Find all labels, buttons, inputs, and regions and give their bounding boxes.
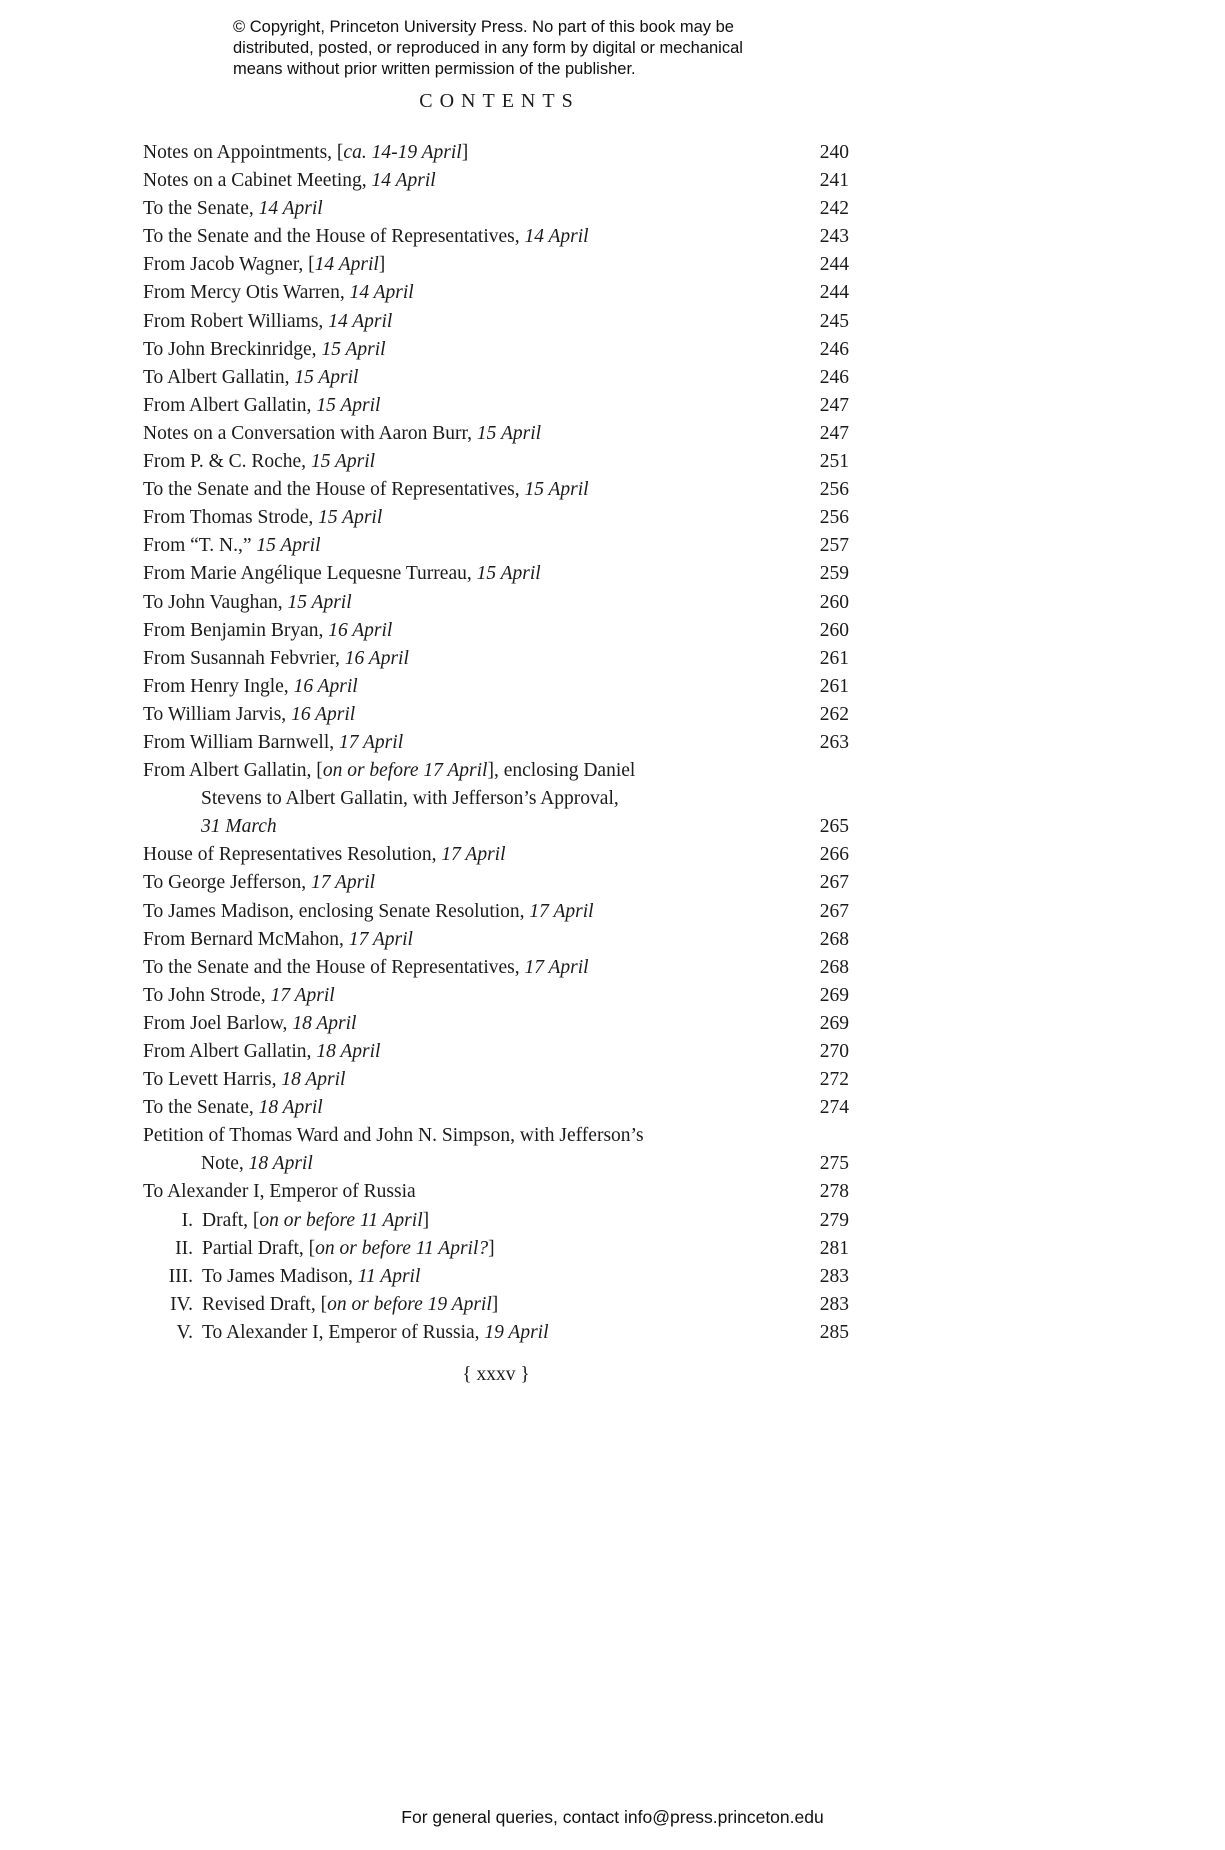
toc-entry-line <box>143 195 849 223</box>
toc-entry-line <box>143 1263 849 1291</box>
toc-entry-line <box>143 982 849 1010</box>
entry-text: From Albert Gallatin, 18 April <box>143 1041 381 1062</box>
entry-text: Revised Draft, [on or before 19 April] <box>202 1293 499 1315</box>
entry-text: To William Jarvis, 16 April <box>143 703 356 725</box>
toc-entry-line <box>143 589 849 617</box>
entry-text: To John Vaughan, 15 April <box>143 591 352 613</box>
entry-text: From Mercy Otis Warren, 14 April <box>143 282 414 304</box>
entry-page-number: 259 <box>819 563 849 585</box>
toc-entry-line <box>143 504 849 532</box>
entry-text: From P. & C. Roche, 15 April <box>143 451 376 473</box>
toc-entry-line <box>143 1150 849 1178</box>
copyright-line-1: © Copyright, Princeton University Press. No part of this book may be <box>233 18 734 36</box>
entry-page-number: 261 <box>819 647 849 669</box>
entry-page-number: 243 <box>819 226 849 248</box>
contents-title: CONTENTS <box>419 90 580 112</box>
toc-entry-line <box>143 1066 849 1094</box>
entry-page-number: 261 <box>819 675 849 697</box>
entry-page-number: 240 <box>819 142 849 163</box>
entry-text: To Alexander I, Emperor of Russia <box>143 1181 416 1203</box>
entry-page-number: 272 <box>819 1069 849 1091</box>
entry-page-number: 274 <box>819 1097 849 1119</box>
toc-entry-line <box>143 926 849 954</box>
entry-text: From Joel Barlow, 18 April <box>143 1012 357 1034</box>
entry-text: From Henry Ingle, 16 April <box>143 675 358 697</box>
entry-text: From Susannah Febvrier, 16 April <box>143 647 409 669</box>
entry-text: To John Strode, 17 April <box>143 984 335 1006</box>
entry-page-number: 267 <box>819 872 849 894</box>
toc-entry-line <box>143 476 849 504</box>
entry-text: House of Representatives Resolution, 17 April <box>143 844 506 866</box>
footer-contact-line: For general queries, contact info@press.princeton.edu <box>401 1807 824 1827</box>
entry-text: To George Jefferson, 17 April <box>143 872 376 894</box>
toc-entry-line <box>143 729 849 757</box>
toc-entry-line <box>143 1094 849 1122</box>
entry-text: To the Senate, 14 April <box>143 198 323 220</box>
copyright-notice <box>233 17 743 80</box>
entry-page-number: 247 <box>819 394 849 416</box>
toc-entry-line <box>143 954 849 982</box>
entry-page-number: 251 <box>819 451 849 473</box>
entry-text: Draft, [on or before 11 April] <box>202 1209 430 1231</box>
entry-page-number: 257 <box>819 535 849 557</box>
entry-page-number: 244 <box>819 254 849 276</box>
entry-page-number: 256 <box>819 507 849 529</box>
entry-text: To the Senate and the House of Representatives, 17 April <box>143 956 589 978</box>
toc-entry-line <box>143 757 849 785</box>
entry-text: Notes on Appointments, [ca. 14-19 April] <box>143 142 469 163</box>
toc-entry-line <box>143 223 849 251</box>
toc-entry-line <box>143 308 849 336</box>
toc-entry-line <box>143 448 849 476</box>
toc-entry-line <box>143 1122 849 1150</box>
entry-numeral: II. <box>175 1237 193 1259</box>
toc-entry-line <box>143 279 849 307</box>
entry-page-number: 267 <box>819 900 849 922</box>
entry-text: To John Breckinridge, 15 April <box>143 338 386 360</box>
toc-entry-line <box>143 336 849 364</box>
entry-text: To Albert Gallatin, 15 April <box>143 366 359 388</box>
entry-page-number: 283 <box>819 1265 849 1287</box>
entry-page-number: 246 <box>819 366 849 388</box>
entry-text: From Benjamin Bryan, 16 April <box>143 619 393 641</box>
toc-entry-line <box>143 673 849 701</box>
entry-page-number: 262 <box>819 703 849 725</box>
entry-numeral: V. <box>176 1321 193 1343</box>
entry-page-number: 283 <box>819 1293 849 1315</box>
toc-entry-line <box>143 167 849 195</box>
entry-numeral: IV. <box>170 1293 193 1315</box>
toc-entry-line <box>143 617 849 645</box>
toc-entry-line <box>143 532 849 560</box>
entry-page-number: 260 <box>819 591 849 613</box>
entry-page-number: 246 <box>819 338 849 360</box>
entry-text: From Albert Gallatin, 15 April <box>143 394 381 416</box>
entry-page-number: 256 <box>819 479 849 501</box>
entry-text: From William Barnwell, 17 April <box>143 731 404 753</box>
entry-text: To the Senate and the House of Representatives, 15 April <box>143 479 589 501</box>
entry-text: To the Senate, 18 April <box>143 1097 323 1119</box>
toc-entry-line <box>143 560 849 588</box>
toc-entry-line <box>143 645 849 673</box>
entry-page-number: 269 <box>819 984 849 1006</box>
entry-text: To Alexander I, Emperor of Russia, 19 April <box>202 1321 549 1343</box>
entry-page-number: 281 <box>819 1237 849 1259</box>
entry-text: From “T. N.,” 15 April <box>143 535 321 557</box>
entry-text: Petition of Thomas Ward and John N. Simpson, with Jefferson’s <box>143 1125 644 1147</box>
entry-text: Notes on a Cabinet Meeting, 14 April <box>143 170 436 192</box>
entry-text: Partial Draft, [on or before 11 April?] <box>202 1237 495 1259</box>
toc-entry-line <box>143 1291 849 1319</box>
toc-entry-line <box>143 364 849 392</box>
entry-text: To Levett Harris, 18 April <box>143 1069 346 1091</box>
toc-entry-line <box>143 251 849 279</box>
toc-entry-line <box>143 1010 849 1038</box>
entry-page-number: 247 <box>819 422 849 444</box>
entry-text: From Bernard McMahon, 17 April <box>143 928 413 950</box>
toc-entry-line <box>143 420 849 448</box>
toc-entry-line <box>143 1178 849 1206</box>
entry-page-number: 265 <box>819 816 849 838</box>
entry-page-number: 245 <box>819 310 849 332</box>
entry-page-number: 278 <box>819 1181 849 1203</box>
toc-entry-line <box>143 139 849 167</box>
entry-text: Notes on a Conversation with Aaron Burr, 15 April <box>143 422 542 444</box>
entry-text: From Robert Williams, 14 April <box>143 310 393 332</box>
entry-page-number: 241 <box>819 170 849 192</box>
entry-page-number: 268 <box>819 928 849 950</box>
entry-page-number: 275 <box>819 1153 849 1175</box>
entry-text: From Marie Angélique Lequesne Turreau, 15 April <box>143 563 541 585</box>
entry-page-number: 263 <box>819 731 849 753</box>
toc-entry-line <box>143 898 849 926</box>
entry-numeral: I. <box>181 1209 193 1231</box>
entry-page-number: 269 <box>819 1012 849 1034</box>
toc-entry-line <box>143 785 849 813</box>
copyright-line-2: distributed, posted, or reproduced in any form by digital or mechanical <box>233 39 743 57</box>
toc-entry-line <box>143 1038 849 1066</box>
entry-numeral: III. <box>168 1265 193 1287</box>
toc-entry-line <box>143 813 849 841</box>
entry-text: 31 March <box>201 816 277 838</box>
toc-list <box>143 139 849 1347</box>
entry-page-number: 270 <box>819 1041 849 1062</box>
entry-text: To James Madison, enclosing Senate Resolution, 17 April <box>143 900 594 922</box>
entry-text: Note, 18 April <box>201 1153 313 1175</box>
toc-entry-line <box>143 701 849 729</box>
entry-page-number: 279 <box>819 1209 849 1231</box>
entry-text: Stevens to Albert Gallatin, with Jefferson’s Approval, <box>201 788 619 810</box>
entry-text: From Jacob Wagner, [14 April] <box>143 254 386 276</box>
entry-text: To the Senate and the House of Representatives, 14 April <box>143 226 589 248</box>
entry-page-number: 260 <box>819 619 849 641</box>
entry-text: To James Madison, 11 April <box>202 1265 421 1287</box>
toc-entry-line <box>143 1207 849 1235</box>
toc-entry-line <box>143 392 849 420</box>
toc-entry-line <box>143 1235 849 1263</box>
entry-page-number: 268 <box>819 956 849 978</box>
folio-page-number: { xxxv } <box>462 1364 530 1385</box>
toc-entry-line <box>143 1319 849 1347</box>
toc-entry-line <box>143 841 849 869</box>
copyright-line-3: means without prior written permission of the publisher. <box>233 60 636 78</box>
entry-page-number: 285 <box>819 1321 849 1343</box>
entry-page-number: 266 <box>819 844 849 866</box>
toc-entry-line <box>143 869 849 897</box>
entry-page-number: 244 <box>819 282 849 304</box>
entry-page-number: 242 <box>819 198 849 220</box>
entry-text: From Albert Gallatin, [on or before 17 April], enclosing Daniel <box>143 760 636 782</box>
entry-text: From Thomas Strode, 15 April <box>143 507 383 529</box>
